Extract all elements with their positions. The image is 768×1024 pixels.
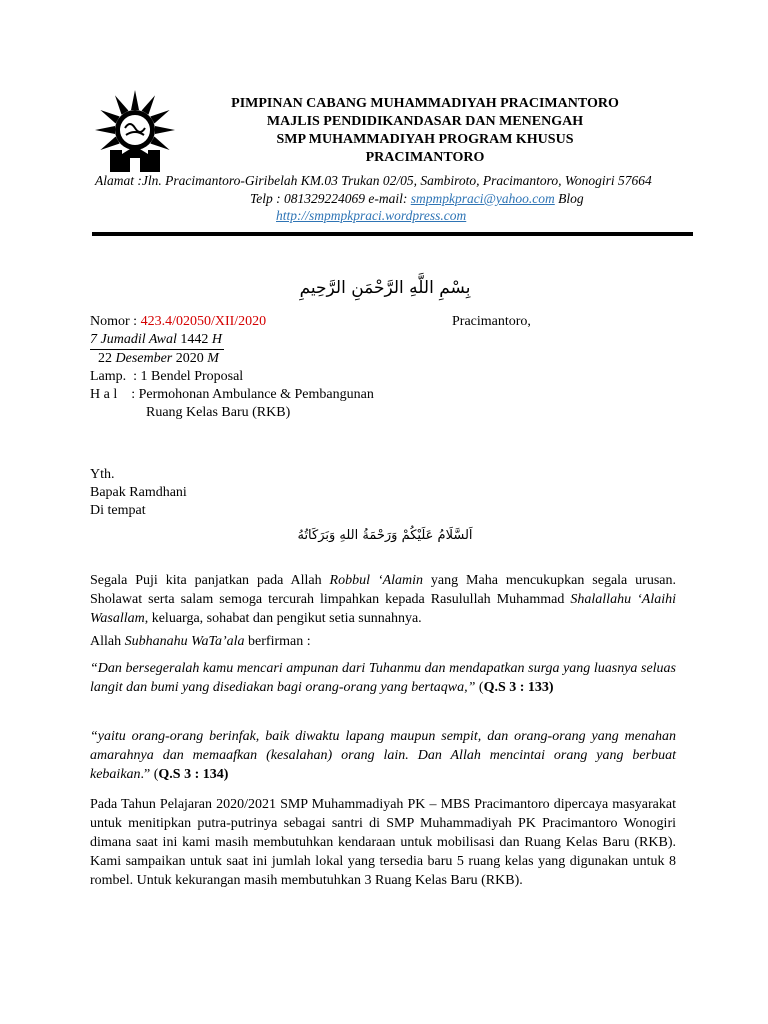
letterhead-org: PIMPINAN CABANG MUHAMMADIYAH PRACIMANTORO [231,96,619,111]
hijri-day-month: 7 Jumadil Awal [90,332,177,347]
p1-term-shalawat: Shalallahu ‘Alaihi Wasallam [90,592,676,626]
nomor-value: 423.4/02050/XII/2020 [140,314,267,329]
quote-qs-3-134 [90,727,676,784]
quote1-text: “Dan bersegeralah kamu mencari ampunan dari Tuhanmu dan mendapatkan surga yang luasnya seluas langit dan bumi yang disediakan bagi orang-orang yang bertaqwa,” [90,661,676,695]
quote1-sep: ( [475,680,484,695]
letterhead-town: PRACIMANTORO [365,150,485,165]
recipient-place: Di tempat [90,503,146,518]
phone-email-label: Telp : 081329224069 e-mail: [250,191,411,206]
header-divider [92,232,693,236]
p2-text-c: berfirman : [244,634,311,649]
quote-qs-3-133 [90,659,676,697]
allah-berfirman [90,632,676,651]
letterhead-council: MAJLIS PENDIDIKANDASAR DAN MENENGAH [266,114,584,129]
letter-place: Pracimantoro, [452,314,531,329]
quote2-close: .” ( [140,767,159,782]
letterhead-contact [250,191,584,207]
quote1-reference: Q.S 3 : 133) [483,680,554,695]
greg-month: Desember [115,351,173,366]
nomor-label: Nomor : [90,314,141,329]
hijri-year: 1442 [180,332,209,347]
muhammadiyah-logo [90,88,180,174]
p1-text-e: , keluarga, sohabat dan pengikut setia sunnahnya. [144,611,422,626]
gregorian-date [98,351,219,367]
greg-day: 22 [98,351,112,366]
quote2-reference: Q.S 3 : 134) [158,767,229,782]
blog-url-row [276,208,466,224]
salam-arabic: اَلسَّلَامُ عَلَيْكُمْ وَرَحْمَةُ اللهِ وَبَرَكَاتُهُ [297,528,473,543]
letterhead-school: SMP MUHAMMADIYAH PROGRAM KHUSUS [276,132,574,147]
hal-line1: H a l : Permohonan Ambulance & Pembangunan [90,387,374,402]
p1-term-robbul: Robbul ‘Alamin [329,573,424,588]
blog-label: Blog [554,191,584,206]
basmalah: بِسْمِ اللَّهِ الرَّحْمَنِ الرَّحِيمِ [299,278,471,298]
p2-term: Subhanahu WaTa’ala [124,634,245,649]
p2-text-a: Allah [90,634,125,649]
lampiran: Lamp. : 1 Bendel Proposal [90,369,244,384]
recipient-greeting: Yth. [90,467,115,482]
opening-paragraph [90,571,676,628]
greg-suffix: M [207,351,219,366]
email-link[interactable]: smpmpkpraci@yahoo.com [410,191,555,206]
quote2-text: “yaitu orang-orang berinfak, baik diwaktu lapang maupun sempit, dan orang-orang yang menahan amarahnya dan memaafkan (kesalahan) orang lain. Dan Allah mencintai orang yang berbuat kebaikan [90,729,676,782]
hijri-date [90,332,224,350]
hal-line2: Ruang Kelas Baru (RKB) [146,405,291,420]
p1-text-a: Segala Puji kita panjatkan pada Allah [90,573,330,588]
p1-text-c: yang Maha mencukupkan segala urusan. Sholawat serta salam semoga tercurah limpahkan kepada Rasulullah Muhammad [90,573,677,607]
nomor-row [90,314,266,330]
hijri-suffix: H [211,332,222,347]
greg-year: 2020 [175,351,204,366]
blog-url-link[interactable]: http://smpmpkpraci.wordpress.com [276,208,467,223]
letterhead-address: Alamat :Jln. Pracimantoro-Giribelah KM.03 Trukan 02/05, Sambiroto, Pracimantoro, Wonogiri 57664 [95,173,652,188]
recipient-name: Bapak Ramdhani [90,485,187,500]
main-paragraph: Pada Tahun Pelajaran 2020/2021 SMP Muhammadiyah PK – MBS Pracimantoro dipercaya masyarakat untuk menitipkan putra-putrinya sebagai santri di SMP Muhammadiyah PK Pracimantoro Wonogiri dimana saat ini kami masih membutuhkan kendaraan untuk mobilisasi dan Ruang Kelas Baru (RKB). Kami sampaikan untuk saat ini jumlah lokal yang tersedia baru 5 ruang kelas yang digunakan untuk 8 rombel. Untuk kekurangan masih membutuhkan 3 Ruang Kelas Baru (RKB). [90,797,676,888]
